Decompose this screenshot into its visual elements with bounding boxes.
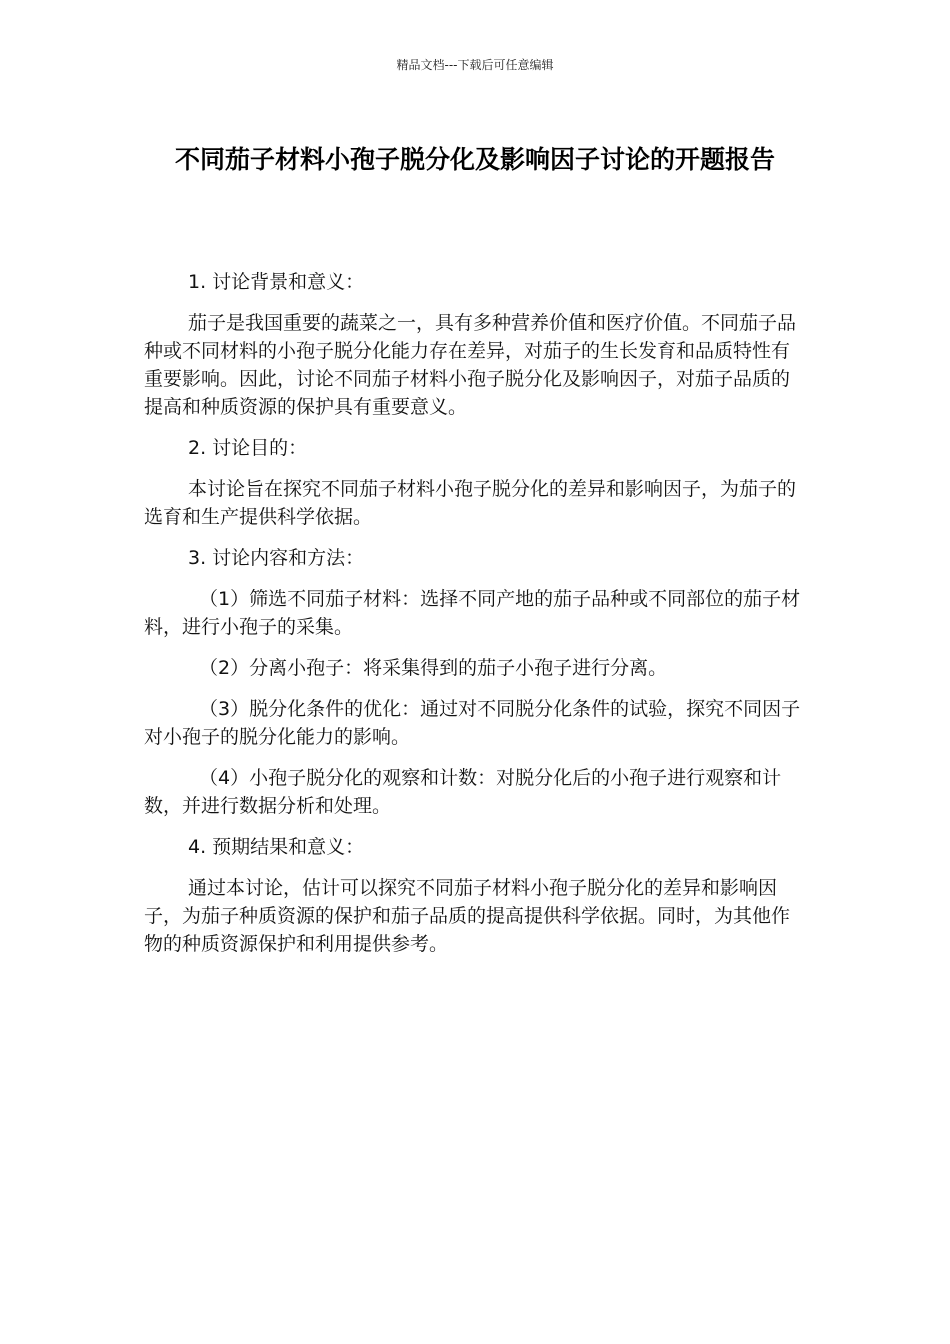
paragraph-background: 茄子是我国重要的蔬菜之一，具有多种营养价值和医疗价值。不同茄子品种或不同材料的小孢子脱分化能力存在差异，对茄子的生长发育和品质特性有重要影响。因此，讨论不同茄子材料小孢子脱分化及影响因子，对茄子品质的提高和种质资源的保护具有重要意义。	[144, 312, 797, 418]
header-note: 精品文档---下载后可任意编辑	[396, 58, 554, 72]
method-item-3: （3）脱分化条件的优化：通过对不同脱分化条件的试验，探究不同因子对小孢子的脱分化能力的影响。	[144, 698, 801, 748]
paragraph-results: 通过本讨论，估计可以探究不同茄子材料小孢子脱分化的差异和影响因子，为茄子种质资源的保护和茄子品质的提高提供科学依据。同时，为其他作物的种质资源保护和利用提供参考。	[144, 877, 791, 955]
section-heading-methods: 3. 讨论内容和方法：	[188, 547, 365, 569]
section-heading-results: 4. 预期结果和意义：	[188, 836, 365, 858]
method-item-1: （1）筛选不同茄子材料：选择不同产地的茄子品种或不同部位的茄子材料，进行小孢子的采集。	[144, 588, 801, 638]
section-heading-background: 1. 讨论背景和意义：	[188, 271, 365, 293]
paragraph-purpose: 本讨论旨在探究不同茄子材料小孢子脱分化的差异和影响因子，为茄子的选育和生产提供科学依据。	[144, 478, 797, 528]
document-title: 不同茄子材料小孢子脱分化及影响因子讨论的开题报告	[174, 145, 775, 174]
method-item-2: （2）分离小孢子：将采集得到的茄子小孢子进行分离。	[199, 657, 668, 679]
method-item-4: （4）小孢子脱分化的观察和计数：对脱分化后的小孢子进行观察和计数，并进行数据分析和处理。	[144, 767, 782, 817]
section-heading-purpose: 2. 讨论目的：	[188, 437, 308, 459]
document-body	[144, 268, 806, 971]
